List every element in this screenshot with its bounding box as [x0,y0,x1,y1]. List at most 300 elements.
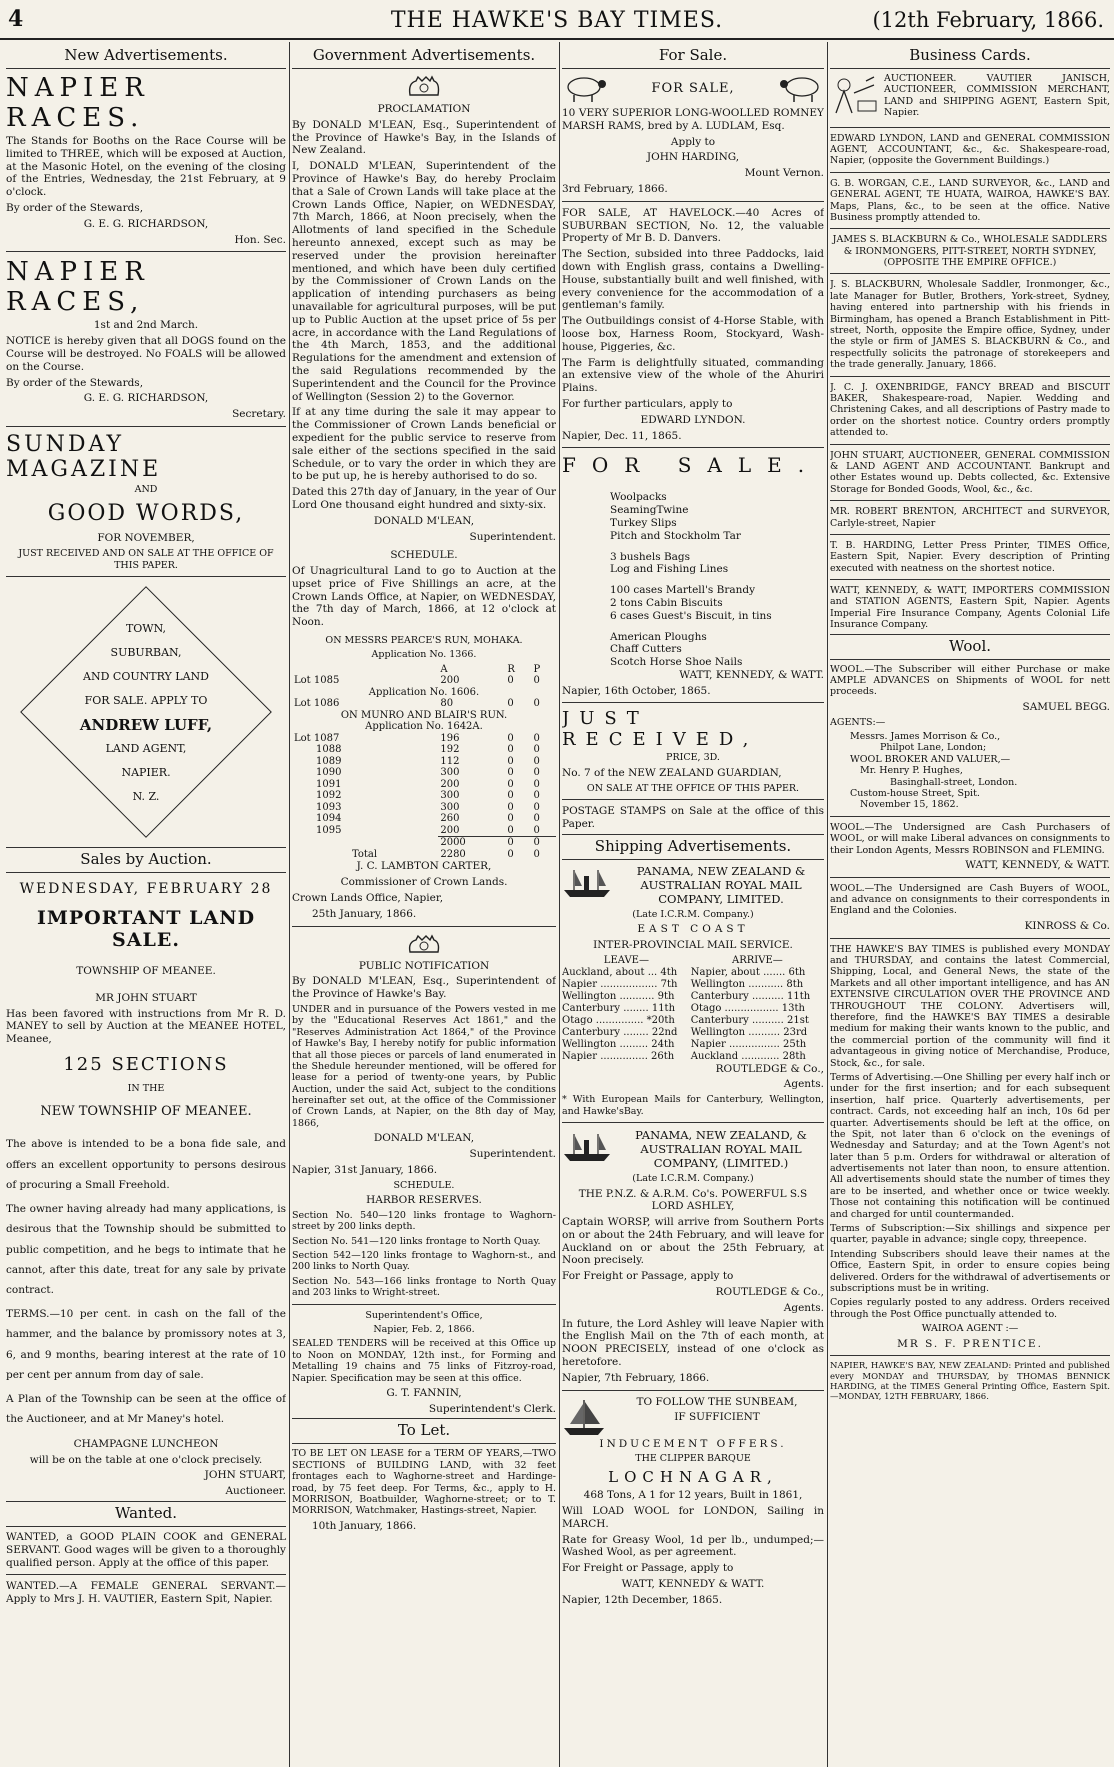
rams-ad-body: 10 VERY SUPERIOR LONG-WOOLLED ROMNEY MARSH RAMS, bred by A. LUDLAM, Esq. [562,107,824,132]
tender-role: Superintendent's Clerk. [428,1402,556,1415]
divider [562,447,824,448]
diamond-line: FOR SALE. APPLY TO [84,693,208,707]
for-sale-heading: FOR SALE. [562,453,821,478]
ship-info: 468 Tons, A 1 for 12 years, Built in 1861, [583,1489,803,1502]
goods-signer: WATT, KENNEDY, & WATT. [679,668,824,681]
roods-cell: 0 [507,801,514,813]
acres-cell: 192 [440,744,460,756]
times-notice: Copies regularly posted to any address. Orders received through the Post Office punctually attended to. [830,1297,1110,1320]
divider [562,1122,824,1123]
divider [830,500,1110,501]
havelock-date: Napier, Dec. 11, 1865. [562,429,682,442]
lot-cell: Lot 1085 [294,675,340,687]
list-item: Basinghall-street, London. [890,776,1018,788]
masthead-rule [0,38,1114,40]
roods-cell: 0 [507,675,514,687]
diamond-line: TOWN, [125,621,167,635]
acres-cell: 200 [440,824,460,836]
tender-office: Superintendent's Office, [365,1309,483,1321]
column-2 [292,44,556,1767]
perches-cell: 0 [533,801,540,813]
section-heading: Business Cards. [830,44,1110,69]
public-notice-title: PUBLIC NOTIFICATION [358,959,490,972]
tender-date: Napier, Feb. 2, 1866. [373,1323,475,1335]
divider [292,926,556,927]
list-item: SeamingTwine [610,504,689,517]
apply-name: JOHN HARDING, [646,151,740,164]
wool-signer: SAMUEL BEGG. [1022,700,1110,713]
business-card: G. B. WORGAN, C.E., LAND SURVEYOR, &c., LAND and GENERAL AGENT, TE HUATA, WAIROA, HAWKE'S BAY. Maps, Plans, &c., to be seen at the office. Native Business promptly attended to. [830,177,1110,223]
divider [830,376,1110,377]
wool-signer: WATT, KENNEDY, & WATT. [965,858,1110,871]
divider [6,576,286,577]
divider [562,1390,824,1391]
schedule-role: Agents. [783,1078,824,1091]
table-row [292,825,556,837]
diamond-line: SUBURBAN, [110,645,182,659]
subtotal-row [292,837,556,849]
acres-cell: 300 [440,767,460,779]
magazine-ad [6,432,286,571]
divider [830,444,1110,445]
harbor-title: HARBOR RESERVES. [366,1194,482,1207]
section-heading: Government Advertisements. [292,44,556,69]
total-row [292,849,556,861]
ad-title-2: GOOD WORDS, [47,501,245,527]
table-row [562,1051,824,1063]
public-notice-role: Superintendent. [469,1148,556,1161]
list-item: Messrs. James Morrison & Co., [850,730,1001,742]
acres-cell: 2000 [438,837,505,849]
list-item: Chaff Cutters [610,643,682,656]
service-title: EAST COAST [637,923,749,936]
perches-cell: 0 [533,813,540,825]
stamps-ad: POSTAGE STAMPS on Sale at the office of this Paper. [562,805,824,830]
perches-cell: 0 [533,732,540,744]
auction-paragraph: The owner having already had many applications, is desirous that the Township should be submitted to public competition, and he begs to intimate that he cannot, after this date, treat for any sale by private contract. [6,1202,286,1297]
table-row [562,967,824,979]
auctioneer-illustration-icon [830,73,880,115]
arrive-cell: Wellington .......... 23rd [690,1026,808,1038]
diamond-line: LAND AGENT, [105,741,187,755]
company-sub: (Late I.C.R.M. Company.) [632,1173,754,1185]
arrive-cell: Otago ................. 13th [690,1002,805,1014]
steamship-icon [562,1130,614,1164]
tender-body: SEALED TENDERS will be received at this Office up to Noon on MONDAY, 12th inst., for Forming and Metalling 19 chains and 75 links of Fitzroy-road, Napier. Specification may be seen at this office. [292,1338,556,1384]
perches-cell: 0 [533,755,540,767]
ship-signer: ROUTLEDGE & Co., [715,1286,824,1299]
harbor-item: Section No. 541—120 links frontage to North Quay. [292,1235,541,1247]
goods-date: Napier, 16th October, 1865. [562,684,711,697]
table-row [562,1027,824,1039]
auction-paragraph: TERMS.—10 per cent. in cash on the fall of the hammer, and the balance by promissory notes at 3, 6, and 9 months, bearing interest at the rate of 10 per cent per annum from day of sale. [6,1307,286,1382]
leave-cell: Wellington ......... 24th [562,1038,675,1050]
proclamation-body: I, DONALD M'LEAN, Superintendent of the Province of Hawke's Bay, do hereby Proclaim that a Sale of Crown Lands will take place at the Crown Lands Office, Napier, on WEDNESDAY, 7th March, 1866, at Noon precisely, when the Allotments of land specified in the Schedule hereunto annexed, except such as may be reserved under the provision hereinafter mentioned, and which have been duly certified by the Commissioner of Crown Lands on the application of intending purchasers as being unavailable for agricultural purposes, will be put up to Public Auction at the upset price of 5s per acre, in accordance with the Land Regulations of the 4th March, 1853, and the additional Regulations for the amendment and extension of the said Regulations recommended by the Superintendent and the Council for the Province of Wellington (Session 2) to the Governor. [292,160,556,403]
divider [562,799,824,800]
proclamation-role: Superintendent. [469,530,556,543]
column-1 [6,44,286,1767]
table-row [292,813,556,825]
inducement-line: INDUCEMENT OFFERS. [599,1437,787,1450]
lot-cell: 1091 [316,778,342,790]
list-item: Philpot Lane, London; [880,742,987,754]
ad-role: Hon. Sec. [234,233,286,246]
schedule-note: * With European Mails for Canterbury, Wellington, and Hawke'sBay. [562,1094,824,1117]
list-item: Scotch Horse Shoe Nails [610,656,743,669]
ad-title: NAPIER RACES. [6,73,150,133]
leave-cell: Canterbury ........ 22nd [562,1026,678,1038]
schedule-date: 25th January, 1866. [312,907,417,920]
divider [830,228,1110,229]
table-row [292,767,556,779]
section-heading: For Sale. [562,44,824,69]
roods-cell: 0 [507,767,514,779]
divider [562,201,824,202]
roods-cell: 0 [507,848,514,860]
times-notice: Terms of Advertising.—One Shilling per every half inch or under for the first insertion; and for each subsequent insertion, half price. Quarterly advertisements, per contract. Cards, not exceeding half an inch, 10s 6d per quarter. Advertisements should be left at the office, on the Spit, not later than 6 o'clock on the evenings of Wednesday and Saturday; and at the Town Agent's not later than 5 p.m. Orders for withdrawal or alteration of advertisements not later than noon, to ensure attention. All advertisements should state the number of times they are to be inserted, and whether once or twice weekly. Those not containing this notification will be continued and charged for until countermanded. [830,1071,1110,1220]
acres-cell: 200 [440,675,460,687]
for-sale-label: FOR SALE, [651,80,735,96]
ship-note: In future, the Lord Ashley will leave Napier with the English Mail on the 7th of each month, at NOON PRECISELY, instead of one o'clock as heretofore. [562,1317,824,1369]
auction-intro: Has been favored with instructions from Mr R. D. MANEY to sell by Auction at the MEANEE HOTEL, Meanee, [6,1007,286,1046]
auction-luncheon-time: will be on the table at one o'clock precisely. [29,1453,263,1466]
table-row [292,675,556,687]
business-card: JOHN STUART, AUCTIONEER, GENERAL COMMISSION & LAND AGENT AND ACCOUNTANT. Bankrupt and other Estates wound up. Debts collected, &c. Extensive Storage for Bonded Goods, Wool, &c., &c. [830,449,1110,495]
run-name: ON MUNRO AND BLAIR'S RUN. [340,709,508,721]
schedule-role: Commissioner of Crown Lands. [340,876,508,889]
leave-cell: Napier ............... 26th [562,1050,675,1062]
will-load: Will LOAD WOOL for LONDON, Sailing in MARCH. [562,1504,824,1530]
just-received-heading: JUST RECEIVED, [562,708,759,751]
ad-body: NOTICE is hereby given that all DOGS found on the Course will be destroyed. No FOALS will be allowed on the Course. [6,335,286,373]
roods-cell: 0 [507,698,514,710]
roods-cell: 0 [507,813,514,825]
masthead [0,0,1114,40]
header-cell: A [440,663,448,675]
lots-table [292,664,556,861]
table-row [292,790,556,802]
business-card: MR. ROBERT BRENTON, ARCHITECT and SURVEYOR, Carlyle-street, Napier [830,506,1110,529]
lot-cell: 1088 [316,744,342,756]
schedule-title: SCHEDULE. [390,549,458,562]
schedule-signer: J. C. LAMBTON CARTER, [356,860,492,873]
acres-cell: 300 [440,790,460,802]
ad-subtitle: 1st and 2nd March. [93,319,199,332]
ad-signer: G. E. G. RICHARDSON, [83,392,209,405]
auction-paragraph: A Plan of the Township can be seen at the office of the Auctioneer, and at Mr Maney's hotel. [6,1392,286,1426]
business-card: WATT, KENNEDY, & WATT, IMPORTERS COMMISSION and STATION AGENTS, Eastern Spit, Napier. Agents Imperial Fire Insurance Company, Agents Colonial Life Insurance Company. [830,585,1110,631]
list-item: Woolpacks [610,491,667,504]
auction-new-township: NEW TOWNSHIP OF MEANEE. [40,1104,252,1120]
royal-arms-icon [292,73,556,103]
divider [830,172,1110,173]
table-row [292,698,556,710]
roods-cell: 0 [507,790,514,802]
ship-date: Napier, 7th February, 1866. [562,1371,710,1384]
rams-date: 3rd February, 1866. [562,182,668,195]
column-4 [830,44,1110,1767]
perches-cell: 0 [533,790,540,802]
schedule-office: Crown Lands Office, Napier, [292,891,444,904]
ship-apply: For Freight or Passage, apply to [562,1270,734,1283]
business-card: JAMES S. BLACKBURN & Co., WHOLESALE SADDLERS & IRONMONGERS, PITT-STREET, NORTH SYDNEY, (OPPOSITE THE EMPIRE OFFICE.) [832,234,1108,269]
napier-races-dogs-ad [6,257,286,421]
column-divider [827,42,828,1767]
list-item: 3 bushels Bags [610,550,691,563]
perches-cell: 0 [532,837,556,849]
mail-schedule [562,955,824,1063]
goods-list [562,491,824,669]
ad-title: SUNDAY MAGAZINE [6,431,162,482]
business-card: T. B. HARDING, Letter Press Printer, TIMES Office, Eastern Spit, Napier. Every description of Printing executed with neatness on the shortest notice. [830,539,1110,574]
list-item: Mr. Henry P. Hughes, [860,765,963,777]
apply-place: Mount Vernon. [744,167,824,180]
lot-cell: Lot 1086 [294,698,340,710]
sheep-icon [778,73,824,103]
auction-auctioneer: MR JOHN STUART [95,991,197,1004]
list-item: Pitch and Stockholm Tar [610,529,741,542]
divider [6,251,286,252]
rates: Rate for Greasy Wool, 1d per lb., undumped;—Washed Wool, as per agreement. [562,1533,824,1559]
proclamation-body: If at any time during the sale it may appear to the Commissioner of Crown Lands beneficial or expedient for the public service to reserve from sale either of the sections specified in the said Schedule, or to vary the order in which they are to be put up, he is hereby authorised to do so. [292,406,556,483]
freight-date: Napier, 12th December, 1865. [562,1593,723,1606]
table-row [562,979,824,991]
imprint: NAPIER, HAWKE'S BAY, NEW ZEALAND: Printed and published every MONDAY and THURSDAY, by THOMAS BENNICK HARDING, at the TIMES General Printing Office, Eastern Spit.—MONDAY, 12TH FEBRUARY, 1866. [830,1361,1110,1402]
header-cell: P [533,663,541,675]
perches-cell: 0 [533,675,540,687]
ship-name: THE P.N.Z. & A.R.M. Co's. POWERFUL S.S LORD ASHLEY, [578,1187,808,1213]
divider [830,816,1110,817]
arrive-cell: Auckland ............ 28th [690,1050,806,1062]
panama-ad [562,864,824,1117]
divider [830,127,1110,128]
harbor-item: Section No. 543—166 links frontage to North Quay and 203 links to Wright-street. [292,1275,556,1299]
acres-cell: 2280 [440,848,466,860]
auction-sections: 125 SECTIONS [63,1053,229,1075]
table-row [292,733,556,745]
schedule-header [562,955,824,967]
ship-name: LOCHNAGAR, [608,1467,778,1486]
list-item: American Ploughs [610,630,707,643]
application-number: Application No. 1606. [368,686,480,698]
havelock-paragraph: The Outbuildings consist of 4-Horse Stable, with loose box, Harness Room, Stockyard, Wash-house, Piggeries, &c. [562,315,824,353]
leave-cell: Canterbury ........ 11th [562,1002,676,1014]
roods-cell: 0 [507,744,514,756]
ad-title: NAPIER RACES, [6,257,150,318]
divider [6,426,286,427]
havelock-ad: FOR SALE, AT HAVELOCK.—40 Acres of SUBURBAN SECTION, No. 12, the valuable Property of Mr B. D. Danvers. [562,206,824,245]
business-card: EDWARD LYNDON, LAND and GENERAL COMMISSION AGENT, ACCOUNTANT, &c., &c. Shakespeare-road, Napier, (opposite the Government Buildings.) [830,132,1110,167]
acres-cell: 200 [440,778,460,790]
auction-township: TOWNSHIP OF MEANEE. [76,964,216,977]
ad-role: Secretary. [232,408,286,421]
service-subtitle: INTER-PROVINCIAL MAIL SERVICE. [593,938,793,951]
divider [830,938,1110,939]
lochnagar-ad [562,1396,824,1607]
sheep-icon [562,73,608,103]
lot-cell: Lot 1087 [294,732,340,744]
total-label: Total [352,848,378,860]
table-row [292,756,556,768]
times-notice: THE HAWKE'S BAY TIMES is published every MONDAY and THURSDAY, and contains the latest Commercial, Shipping, Local, and General News, the state of the Markets and all other important intelligence, and has AN EXTENSIVE CIRCULATION OVER THE PROVINCE AND THROUGHOUT THE COLONY. Advertisers will, therefore, find the HAWKE'S BAY TIMES a desirable medium for making their wants known to the public, and the commercial portion of the community will find it advantageous in giving notice of Merchandise, Produce, Stock, &c., for sale. [830,943,1110,1069]
apply-to: Apply to [670,135,716,148]
auction-role: Auctioneer. [225,1485,286,1498]
land-agent-diamond-ad [21,587,271,837]
rams-ad-header [562,73,824,103]
arrive-cell: Wellington ........... 8th [690,978,804,990]
wool-ad: WOOL.—The Subscriber will either Purchase or make AMPLE ADVANCES on Shipments of WOOL for nett proceeds. [830,663,1110,698]
roods-cell: 0 [505,837,531,849]
sufficient-line: IF SUFFICIENT [674,1411,760,1424]
ad-signer: G. E. G. RICHARDSON, [83,217,209,230]
proclamation-title: PROCLAMATION [377,103,471,115]
table-row [292,779,556,791]
leave-cell: Napier .................. 7th [562,978,678,990]
lots-header-row [292,664,556,676]
arrive-cell: Napier ................ 25th [690,1038,807,1050]
public-notice-by: By DONALD M'LEAN, Esq., Superintendent of the Province of Hawke's Bay. [292,975,556,1001]
sunbeam-line: TO FOLLOW THE SUNBEAM, [636,1395,798,1408]
schedule-intro: Of Unagricultural Land to go to Auction at the upset price of Five Shillings an acre, at the Crown Lands Office, at Napier, on WEDNESDAY, the 7th day of March, 1866, at 12 o'clock at Noon. [292,565,556,629]
divider [562,702,824,703]
table-row [562,1039,824,1051]
wairoa-agent-label: WAIROA AGENT :— [921,1323,1019,1335]
auction-paragraph: The above is intended to be a bona fide sale, and offers an excellent opportunity to persons desirous of procuring a Small Freehold. [6,1138,286,1192]
roods-cell: 0 [507,755,514,767]
roods-cell: 0 [507,732,514,744]
ad-order: By order of the Stewards, [6,376,144,389]
section-heading: Shipping Advertisements. [562,834,824,860]
newspaper-title: THE HAWKE'S BAY TIMES. [390,8,724,33]
proclamation-signer: DONALD M'LEAN, [373,514,475,527]
header-cell: ARRIVE— [732,954,783,966]
auction-in: IN THE [127,1082,165,1094]
wool-ad: WOOL.—The Undersigned are Cash Purchasers of WOOL, or will make Liberal advances on consignments to their London Agents, Messrs ROBINSON and FLEMING. [830,821,1110,856]
lot-cell: 1095 [316,825,342,837]
auction-signer: JOHN STUART, [204,1469,286,1482]
times-notice: Terms of Subscription:—Six shillings and sixpence per quarter, payable in advance; single copy, threepence. [830,1223,1110,1246]
acres-cell: 112 [440,755,460,767]
freight-signer: WATT, KENNEDY & WATT. [621,1577,765,1590]
ship-role: Agents. [783,1301,824,1314]
section-heading: Wool. [830,634,1110,660]
havelock-signer: EDWARD LYNDON. [640,413,746,426]
acres-cell: 300 [440,801,460,813]
roods-cell: 0 [507,824,514,836]
havelock-paragraph: The Farm is delightfully situated, commanding an extensive view of the whole of the Ahuriri Plains. [562,356,824,395]
arrive-cell: Napier, about ....... 6th [690,966,806,978]
times-notice: Intending Subscribers should leave their names at the Office, Eastern Spit, in order to ensure copies being delivered. Orders for the withdrawal of advertisements or subscriptions must be in writing. [830,1248,1110,1294]
wool-ad: WOOL.—The Undersigned are Cash Buyers of WOOL, and advance on consignments to their correspondents in England and the Colonies. [830,882,1110,917]
acres-cell: 196 [440,732,460,744]
divider [830,1355,1110,1356]
proclamation-dated: Dated this 27th day of January, in the year of Our Lord One thousand eight hundred and sixty-six. [292,486,556,511]
havelock-paragraph: For further particulars, apply to [562,397,733,410]
arrive-cell: Canterbury .......... 21st [690,1014,809,1026]
public-notice-signer: DONALD M'LEAN, [373,1132,475,1145]
diamond-line: AND COUNTRY LAND [83,669,209,683]
company-name: PANAMA, NEW ZEALAND, & AUSTRALIAN ROYAL MAIL COMPANY, (LIMITED.) [635,1128,807,1171]
section-heading: Wanted. [6,1501,286,1527]
auction-luncheon: CHAMPAGNE LUNCHEON [73,1437,219,1450]
table-row [292,744,556,756]
tender-signer: G. T. FANNIN, [386,1386,462,1399]
section-heading: New Advertisements. [6,44,286,69]
application-number: Application No. 1642A. [365,721,483,733]
divider [830,877,1110,878]
ship-body: Captain WORSP, will arrive from Southern Ports on or about the 24th February, and will leave for Auckland on or about the 25th February, at Noon precisely. [562,1216,824,1267]
ad-note: JUST RECEIVED AND ON SALE AT THE OFFICE OF THIS PAPER. [18,548,274,571]
proclamation-by: By DONALD M'LEAN, Esq., Superintendent of the Province of Hawke's Bay, in the Islands of New Zealand. [292,118,556,157]
diamond-text [21,617,271,809]
havelock-paragraph: The Section, subsided into three Paddocks, laid down with English grass, contains a Dwelling-House, substantially built and well finished, with every convenience for the accommodation of a gentleman's family. [562,248,824,312]
table-row [562,991,824,1003]
leave-cell: Wellington ........... 9th [562,990,675,1002]
list-item: 100 cases Martell's Brandy [610,584,756,597]
list-item: Custom-house Street, Spit. [850,787,980,799]
public-notice-body: UNDER and in pursuance of the Powers vested in me by the "Educational Reserves Act 1861," and the "Reserves Administration Act 1864," of the Province of Hawke's Bay, I hereby notify for public information that all those pieces or parcels of land enumerated in the Shedule hereunder mentioned, will be offered for lease for a period of twenty-one years, by Public Auction, under the said Act, subject to the conditions hereinafter set out, at the office of the Commissioner of Crown Lands, at Napier, on the 8th day of May, 1866, [292,1003,556,1129]
list-item: November 15, 1862. [860,799,959,811]
perches-cell: 0 [533,744,540,756]
perches-cell: 0 [533,778,540,790]
price: PRICE, 3D. [666,752,720,764]
issue-date: (12th February, 1866. [872,8,1104,32]
list-item: WOOL BROKER AND VALUER,— [850,753,1011,765]
divider [830,579,1110,580]
napier-races-ad [6,73,286,246]
perches-cell: 0 [533,698,540,710]
section-heading: To Let. [292,1418,556,1444]
lot-cell: 1092 [316,790,342,802]
card-text: AUCTIONEER. VAUTIER JANISCH, AUCTIONEER, COMMISSION MERCHANT, LAND and SHIPPING AGENT, Eastern Spit, Napier. [884,73,1110,119]
table-row [292,802,556,814]
arrive-cell: Canterbury .......... 11th [690,990,811,1002]
list-item: Log and Fishing Lines [610,563,729,576]
divider [6,1574,286,1575]
lot-cell: 1090 [316,767,342,779]
lot-cell: 1093 [316,801,342,813]
guardian-line: No. 7 of the NEW ZEALAND GUARDIAN, [562,766,782,779]
wanted-ad: WANTED, a GOOD PLAIN COOK and GENERAL SERVANT. Good wages will be given to a thoroughly qualified person. Apply at the office of this paper. [6,1530,286,1569]
perches-cell: 0 [533,767,540,779]
auction-headline: IMPORTANT LAND SALE. [36,906,256,951]
sailing-ship-icon [562,1398,606,1438]
diamond-line: ANDREW LUFF, [79,715,213,734]
column-3 [562,44,824,1767]
agents-list [830,731,1110,811]
roods-cell: 0 [507,778,514,790]
company-sub: (Late I.C.R.M. Company.) [632,908,754,920]
diamond-line: NAPIER. [121,765,171,779]
agents-label: AGENTS:— [830,716,886,728]
royal-arms-icon [292,932,556,960]
wairoa-agent-name: MR S. F. PRENTICE. [897,1337,1043,1350]
freight-apply: For Freight or Passage, apply to [562,1562,734,1575]
ad-order: By order of the Stewards, [6,201,144,214]
column-divider [559,42,560,1767]
application-number: Application No. 1366. [371,649,477,661]
auction-date: WEDNESDAY, FEBRUARY 28 [19,880,273,897]
list-item: Turkey Slips [610,516,677,529]
company-name: PANAMA, NEW ZEALAND & AUSTRALIAN ROYAL MAIL COMPANY, LIMITED. [636,863,806,906]
list-item: 6 cases Guest's Biscuit, in tins [610,609,772,622]
acres-cell: 80 [440,698,454,710]
list-item: 2 tons Cabin Biscuits [610,596,723,609]
header-cell: LEAVE— [603,954,649,966]
harbor-item: Section No. 540—120 links frontage to Waghorn-street by 200 links depth. [292,1209,556,1233]
table-row [562,1015,824,1027]
acres-cell: 260 [440,813,460,825]
